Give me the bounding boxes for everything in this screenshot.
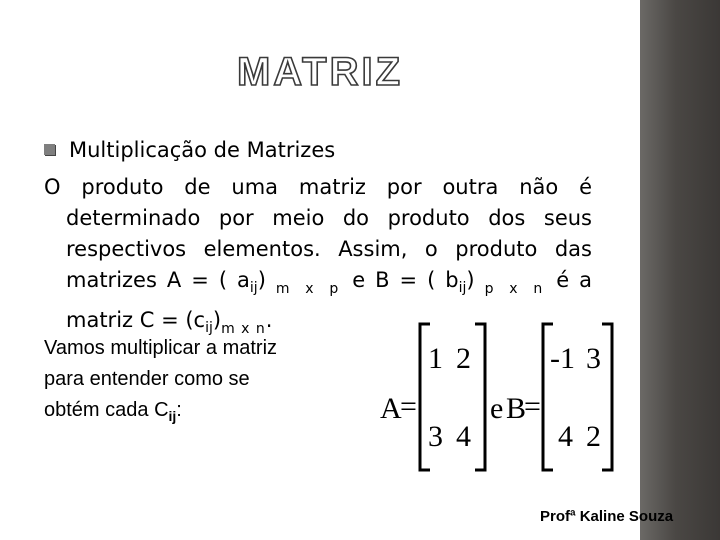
matrix-a-cell: 4 (456, 420, 471, 453)
text-obtem-cada: obtém cada C (44, 399, 169, 421)
text-e-b: e B = ( b (352, 268, 459, 292)
paragraph-line-1: O produto de uma matriz por outra não é (44, 175, 592, 199)
subscript-ij-a: ij (249, 280, 258, 296)
explanation-line-3 (44, 395, 277, 432)
explanation-line-2: para entender como se (44, 368, 250, 390)
bullet-heading (44, 136, 335, 164)
matrix-a-right-bracket (475, 324, 485, 470)
matrix-b-cell: 4 (558, 420, 573, 453)
paragraph-line-4 (44, 265, 592, 305)
text-close-paren-c: ) (212, 308, 222, 332)
text-close-paren-b: ) (466, 268, 475, 292)
slide-title: MATRIZ (236, 50, 404, 94)
matrix-b-cell: 2 (586, 420, 601, 453)
paragraph-line-3: respectivos elementos. Assim, o produto das (66, 237, 592, 261)
matrix-b-right-bracket (602, 324, 612, 470)
matrix-b-cell: 3 (586, 342, 601, 375)
dimension-m-x-n: m x n (221, 321, 266, 337)
text-matriz-c: matriz C = (c (66, 308, 206, 332)
subscript-ij-bold: ij (168, 408, 177, 424)
text-colon: : (176, 399, 182, 421)
matrix-a-cell: 3 (428, 420, 443, 453)
paragraph-line-2: determinado por meio do produto dos seus (66, 206, 592, 230)
decorative-side-bar (640, 0, 720, 540)
matrix-a-cell: 2 (456, 342, 471, 375)
subscript-ij-b: ij (458, 280, 467, 296)
dimension-p-x-n: p x n (484, 281, 547, 297)
text-period: . (265, 308, 273, 332)
dimension-m-x-p: m x p (275, 281, 343, 297)
matrix-a-cell: 1 (428, 342, 443, 375)
text-matrizes-a: matrizes A = ( a (66, 268, 250, 292)
explanation-line-1: Vamos multiplicar a matriz (44, 337, 278, 359)
matrix-equation (378, 318, 618, 478)
equals-sign-b: = (524, 390, 541, 423)
footer-author: Profª Kaline Souza (540, 508, 674, 525)
bullet-heading-text: Multiplicação de Matrizes (69, 138, 336, 162)
conjunction-e: e (490, 392, 504, 425)
equals-sign-a: = (400, 390, 417, 423)
text-close-paren-a: ) (257, 268, 266, 292)
matrix-b-cell: -1 (550, 342, 575, 375)
matrix-b-label: B (506, 392, 527, 425)
matrix-equation-graphic (378, 318, 618, 478)
text-e-a: é a (556, 268, 592, 292)
matrix-a-label: A (380, 392, 402, 425)
subscript-ij-c: ij (205, 320, 213, 336)
explanation-text (44, 333, 277, 432)
square-bullet-icon (44, 144, 55, 155)
